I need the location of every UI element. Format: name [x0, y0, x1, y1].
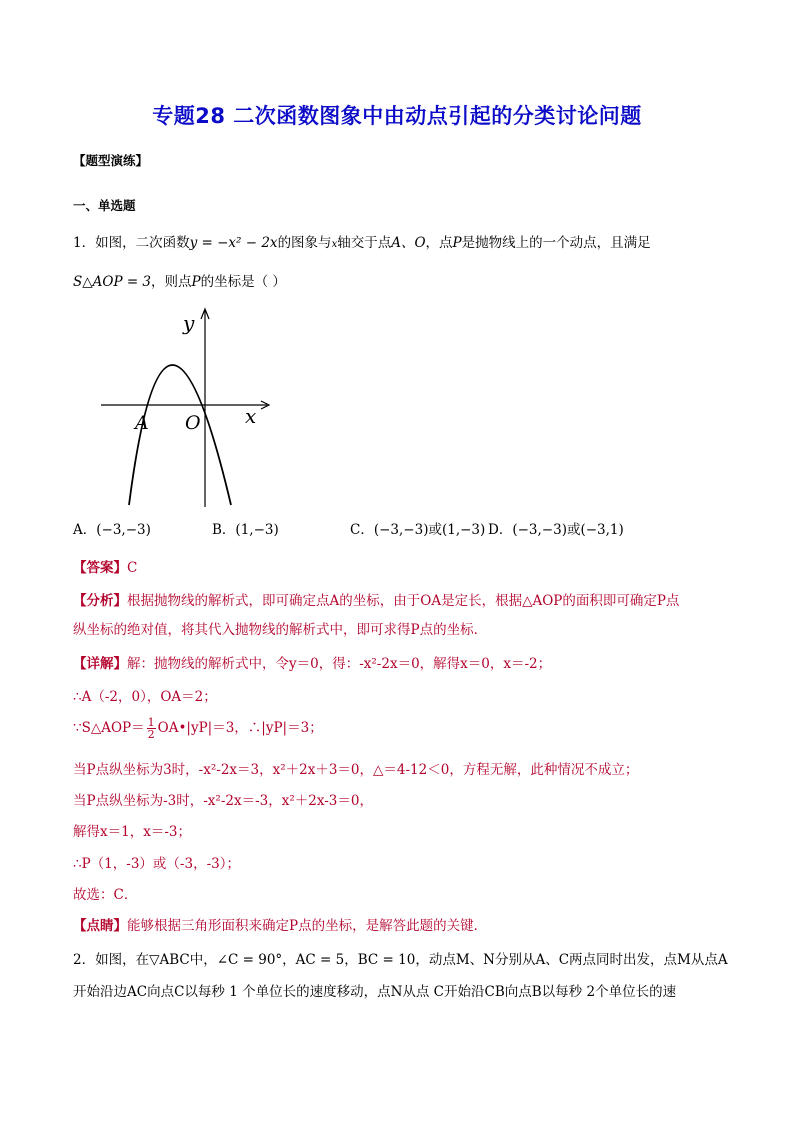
q1-area: S△AOP = 3	[73, 274, 152, 290]
detail-line-8: 故选：C．	[73, 887, 138, 903]
q1-text: 轴交于点	[337, 235, 392, 251]
fraction-denominator: 2	[147, 728, 155, 741]
q1-p: P	[191, 274, 201, 290]
q1-text: 的坐标是（ ）	[200, 274, 286, 290]
detail-text: 解：抛物线的解析式中，令y＝0，得：-x²-2x＝0，解得x＝0，x＝-2；	[127, 656, 552, 672]
parabola-figure	[95, 305, 280, 510]
q1-text: 1．如图，二次函数	[73, 235, 190, 251]
analysis-tag: 【分析】	[73, 593, 127, 609]
section-tag: 【题型演练】	[73, 153, 149, 168]
option-label: A．	[73, 522, 97, 538]
comment-tag: 【点睛】	[73, 918, 127, 934]
q2-line-1: 2．如图，在▽ABC中，∠C = 90°，AC = 5，BC = 10，动点M、N分别从A、C两点同时出发，点M从点A	[73, 952, 728, 968]
q2-line-2: 开始沿边AC向点C以每秒 1 个单位长的速度移动，点N从点 C开始沿CB向点B以每秒 2个单位长的速	[73, 984, 677, 1000]
detail-line-1	[73, 652, 551, 672]
option-value: (1,−3)	[235, 522, 279, 538]
q1-line-2	[73, 270, 286, 290]
q1-formula: y = −x² − 2x	[189, 235, 278, 251]
analysis-line-1	[73, 589, 679, 609]
option-a	[73, 518, 151, 538]
q1-line-1	[73, 231, 651, 251]
comment-text: 能够根据三角形面积来确定P点的坐标，是解答此题的关键．	[127, 918, 488, 934]
option-value: (−3,−3)	[96, 522, 151, 538]
fraction-numerator: 1	[147, 716, 155, 729]
detail-line-7: ∴P（1，-3）或（-3，-3）；	[73, 856, 240, 872]
q1-text: ，则点	[151, 274, 192, 290]
option-label: C．	[350, 522, 374, 538]
point-a-label: A	[135, 412, 149, 434]
x-axis-label: x	[245, 404, 257, 428]
q1-x-var: x	[331, 239, 338, 250]
answer-line	[73, 556, 137, 576]
parabola-curve	[129, 365, 231, 505]
q1-text: ，点	[425, 235, 453, 251]
detail-text: OA•|yP|＝3，∴|yP|＝3；	[157, 720, 323, 736]
analysis-text: 根据抛物线的解析式，即可确定点A的坐标，由于OA是定长，根据△AOP的面积即可确定P点	[127, 593, 680, 609]
section-heading: 一、单选题	[73, 198, 136, 213]
option-value: (−3,−3)或(1,−3)	[373, 522, 486, 538]
analysis-line-2: 纵坐标的绝对值，将其代入抛物线的解析式中，即可求得P点的坐标．	[73, 622, 488, 638]
option-label: B．	[212, 522, 236, 538]
page-title: 专题28 二次函数图象中由动点引起的分类讨论问题	[152, 104, 642, 128]
option-label: D．	[488, 522, 513, 538]
q1-points: A、O	[391, 235, 426, 251]
option-c	[350, 518, 485, 538]
origin-label: O	[185, 412, 201, 434]
detail-line-3	[73, 716, 323, 740]
q1-text: 的图象与	[277, 235, 332, 251]
q1-p: P	[452, 235, 462, 251]
answer-tag: 【答案】	[73, 560, 127, 576]
detail-tag: 【详解】	[73, 656, 127, 672]
option-b	[212, 518, 279, 538]
detail-line-2: ∴A（-2，0），OA＝2；	[73, 689, 217, 705]
detail-line-4: 当P点纵坐标为3时，-x²-2x＝3，x²＋2x＋3＝0，△＝4-12＜0，方程无解，此种情况不成立；	[73, 762, 639, 778]
fraction	[147, 717, 156, 740]
detail-line-5: 当P点纵坐标为-3时，-x²-2x＝-3，x²＋2x-3＝0，	[73, 793, 373, 809]
detail-text: ∵S△AOP＝	[73, 720, 145, 736]
comment-line	[73, 914, 487, 934]
option-value: (−3,−3)或(−3,1)	[512, 522, 624, 538]
detail-line-6: 解得x＝1，x＝-3；	[73, 824, 191, 840]
option-d	[488, 518, 624, 538]
y-axis-label: y	[183, 311, 195, 335]
q1-text: 是抛物线上的一个动点，且满足	[461, 235, 651, 251]
answer-value: C	[127, 560, 138, 576]
